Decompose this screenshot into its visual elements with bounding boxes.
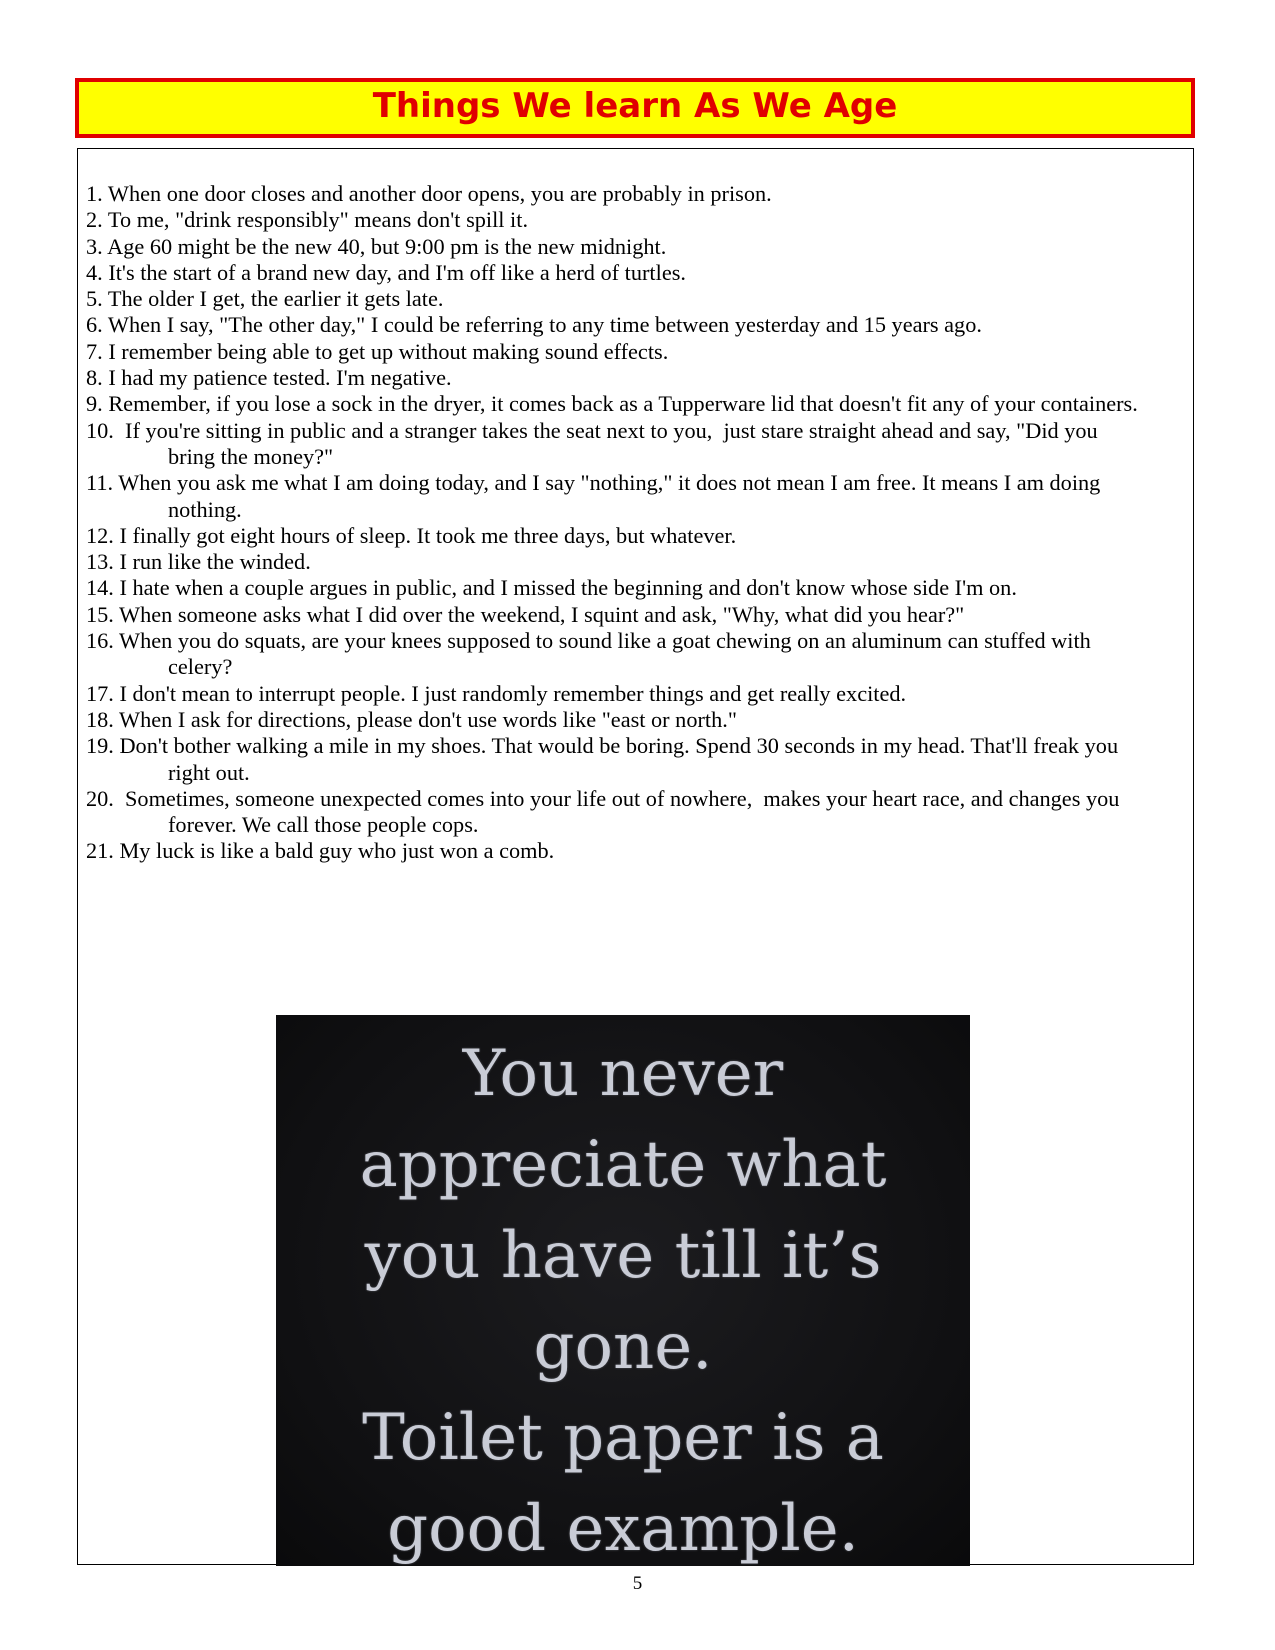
page-number: 5 — [632, 1573, 643, 1594]
list-item — [86, 707, 1146, 733]
list-item-number: 14. — [86, 575, 114, 601]
list-item-text: When I say, "The other day," I could be referring to any time between yesterday and 15 years ago. — [107, 312, 982, 338]
list-item-text: My luck is like a bald guy who just won a comb. — [119, 838, 555, 864]
list-item-number: 18. — [86, 706, 114, 732]
list-item — [86, 681, 1146, 707]
list-item-number: 16. — [86, 628, 114, 654]
quote-line: You never — [462, 1037, 784, 1111]
list-item — [86, 418, 1146, 471]
list-item-text: I had my patience tested. I'm negative. — [108, 365, 452, 391]
list-item-text: When you ask me what I am doing today, and I say "nothing," it does not mean I am free. It means I am doing nothing. — [118, 470, 1106, 522]
list-item — [86, 628, 1146, 681]
list-item-text: I hate when a couple argues in public, and I missed the beginning and don't know whose side I'm on. — [119, 575, 1017, 601]
list-item-number: 9. — [86, 391, 103, 417]
list-item — [86, 733, 1146, 786]
content-box — [77, 148, 1194, 1565]
list-item — [86, 234, 1146, 260]
page-title: Things We learn As We Age — [372, 86, 898, 126]
list-item-text: When someone asks what I did over the weekend, I squint and ask, "Why, what did you hear?" — [119, 601, 965, 627]
list-item — [86, 602, 1146, 628]
list-item-number: 5. — [86, 286, 103, 312]
list-item — [86, 312, 1146, 338]
list-item-number: 13. — [86, 549, 114, 575]
list-item-number: 7. — [86, 338, 103, 364]
list-item-text: I don't mean to interrupt people. I just randomly remember things and get really excited. — [119, 680, 907, 706]
list-item-number: 12. — [86, 522, 114, 548]
quote-line: you have till it’s — [364, 1219, 882, 1293]
list-item — [86, 470, 1146, 523]
quote-line: good example. — [387, 1492, 859, 1566]
list-item-number: 8. — [86, 365, 103, 391]
list-item — [86, 575, 1146, 601]
title-banner — [75, 78, 1195, 138]
list-item — [86, 523, 1146, 549]
list-item-text: The older I get, the earlier it gets late. — [107, 286, 444, 312]
list-item-text: Age 60 might be the new 40, but 9:00 pm is the new midnight. — [107, 233, 667, 259]
list-item-number: 21. — [86, 838, 114, 864]
list-item-text: Remember, if you lose a sock in the dryer, it comes back as a Tupperware lid that doesn't fit any of your containers. — [108, 391, 1138, 417]
list-item-text: Sometimes, someone unexpected comes into your life out of nowhere, makes your heart race, and changes you forever. We call those people cops. — [119, 785, 1125, 838]
list-item-text: I finally got eight hours of sleep. It took me three days, but whatever. — [119, 522, 737, 548]
list-item — [86, 365, 1146, 391]
list-item — [86, 549, 1146, 575]
quote-line: appreciate what — [359, 1128, 887, 1202]
list-item-number: 6. — [86, 312, 103, 338]
quote-line: gone. — [533, 1310, 713, 1384]
list-item — [86, 286, 1146, 312]
list-item-number: 20. — [86, 785, 114, 811]
list-item — [86, 786, 1146, 839]
list-item-number: 3. — [86, 233, 103, 259]
list-item — [86, 339, 1146, 365]
list-item — [86, 181, 1146, 207]
list-item — [86, 838, 1146, 864]
list-item — [86, 391, 1146, 417]
list-item-text: I run like the winded. — [119, 549, 311, 575]
list-item-text: When you do squats, are your knees supposed to sound like a goat chewing on an aluminum can stuffed with celery? — [119, 628, 1097, 680]
quote-photo-text — [276, 1029, 970, 1566]
list-item-text: I remember being able to get up without making sound effects. — [108, 338, 669, 364]
list-item — [86, 207, 1146, 233]
list-item — [86, 260, 1146, 286]
list-item-number: 11. — [86, 470, 114, 496]
tips-list — [86, 181, 1146, 865]
list-item-text: When one door closes and another door opens, you are probably in prison. — [107, 181, 772, 206]
list-item-text: Don't bother walking a mile in my shoes. That would be boring. Spend 30 seconds in my head. That'll freak you right out. — [119, 733, 1124, 785]
list-item-number: 1. — [86, 181, 103, 206]
list-item-number: 4. — [86, 259, 103, 285]
list-item-number: 19. — [86, 733, 114, 759]
list-item-number: 15. — [86, 601, 114, 627]
list-item-text: When I ask for directions, please don't use words like "east or north." — [119, 706, 737, 732]
list-item-number: 10. — [86, 417, 114, 443]
list-item-text: To me, "drink responsibly" means don't spill it. — [107, 207, 529, 233]
list-item-text: If you're sitting in public and a stranger takes the seat next to you, just stare straight ahead and say, "Did you bring the money?" — [119, 417, 1104, 469]
list-item-number: 17. — [86, 680, 114, 706]
list-item-text: It's the start of a brand new day, and I'm off like a herd of turtles. — [108, 259, 686, 285]
list-item-number: 2. — [86, 207, 103, 233]
quote-line: Toilet paper is a — [362, 1401, 884, 1475]
quote-photo — [276, 1015, 970, 1566]
